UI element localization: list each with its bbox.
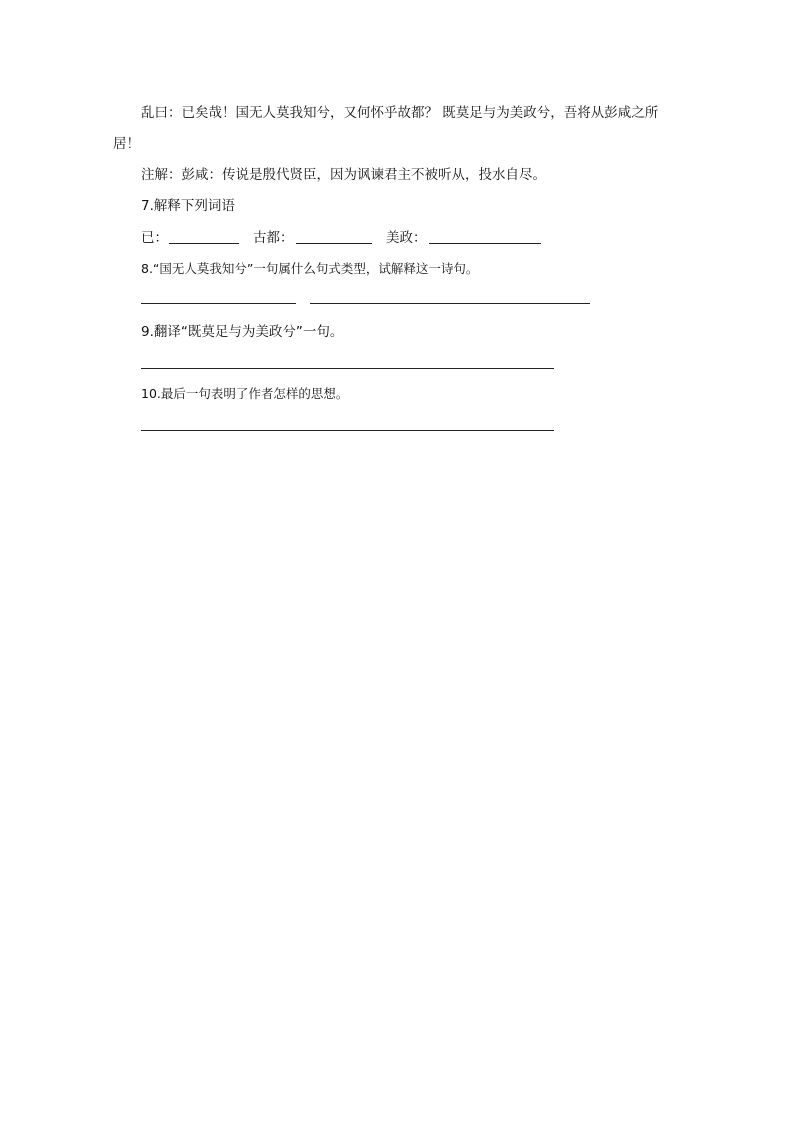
question-8-title: 8.“国无人莫我知兮”一句属什么句式类型，试解释这一诗句。 bbox=[141, 261, 479, 276]
question-7-term-1: 已： bbox=[141, 230, 168, 246]
answer-line-10[interactable] bbox=[141, 430, 554, 431]
answer-line-8-2[interactable] bbox=[310, 303, 590, 304]
passage-line-2: 居！ bbox=[113, 136, 140, 152]
note-text: 注解：彭咸：传说是殷代贤臣，因为讽谏君主不被听从，投水自尽。 bbox=[141, 167, 546, 183]
question-7-term-2: 古都： bbox=[253, 230, 294, 246]
question-7-title: 7.解释下列词语 bbox=[141, 198, 235, 214]
answer-line-9[interactable] bbox=[141, 368, 554, 369]
question-10-title: 10.最后一句表明了作者怎样的思想。 bbox=[141, 386, 349, 401]
answer-blank-7-1[interactable] bbox=[169, 243, 239, 244]
question-9-title: 9.翻译“既莫足与为美政兮”一句。 bbox=[141, 324, 344, 340]
answer-line-8-1[interactable] bbox=[141, 303, 296, 304]
passage-line-1: 乱曰：已矣哉！国无人莫我知兮，又何怀乎故都？ 既莫足与为美政兮，吾将从彭咸之所 bbox=[141, 105, 659, 121]
question-7-term-3: 美政： bbox=[386, 230, 427, 246]
answer-blank-7-2[interactable] bbox=[296, 243, 372, 244]
answer-blank-7-3[interactable] bbox=[429, 243, 541, 244]
